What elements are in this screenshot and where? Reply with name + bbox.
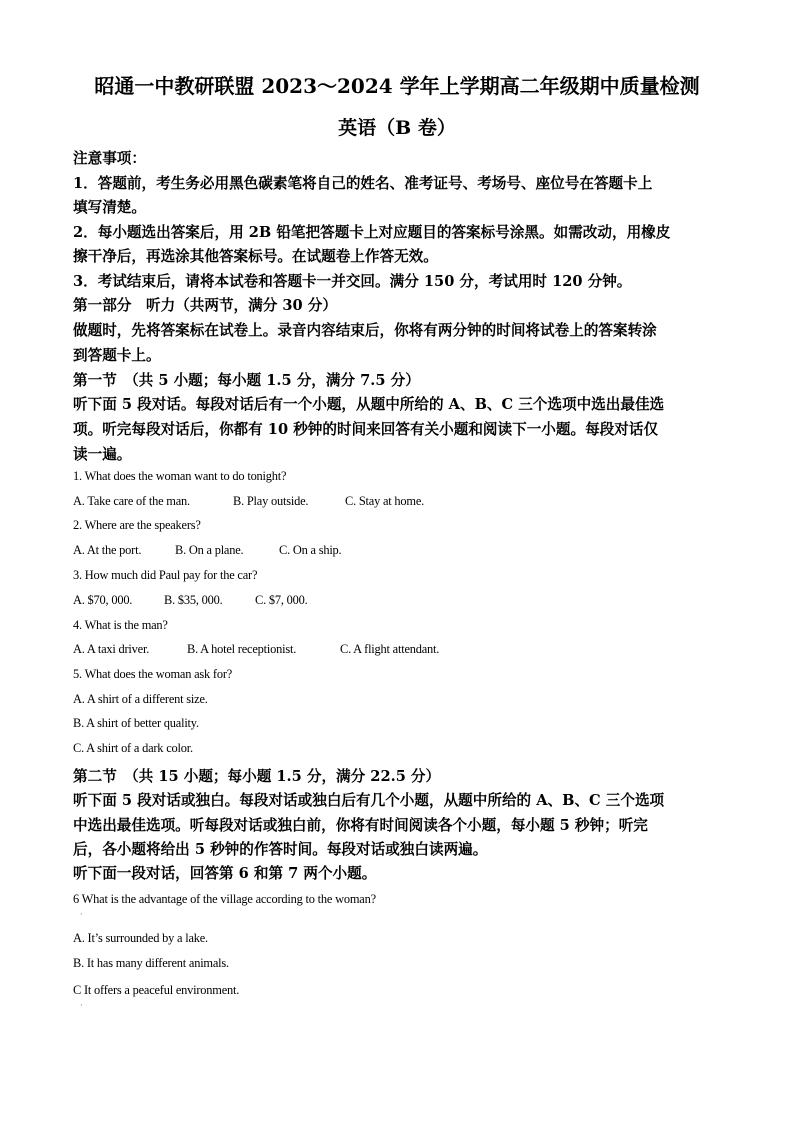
option-c: C. A flight attendant. [340,642,440,656]
part1-heading: 第一部分 听力（共两节，满分 30 分） [73,297,337,314]
option-a: A. Take care of the man. [73,494,190,508]
question-4-options [73,642,439,657]
question-5-option-c: C. A shirt of a dark color. [73,741,193,755]
notice-item-3: 3．考试结束后，请将本试卷和答题卡一并交回。满分 150 分，考试用时 120 分钟。 [73,273,632,290]
question-1: 1. What does the woman want to do tonight? [73,469,287,483]
notice-item-1-line-2: 填写清楚。 [73,199,146,216]
stray-mark: · [80,1001,83,1010]
option-c: C. Stay at home. [345,494,425,508]
notice-item-2-line-2: 擦干净后，再选涂其他答案标号。在试题卷上作答无效。 [73,248,438,265]
notice-item-2-line-1: 2．每小题选出答案后，用 2B 铅笔把答题卡上对应题目的答案标号涂黑。如需改动，用橡皮 [73,224,671,241]
part1-intro-line-1: 做题时，先将答案标在试卷上。录音内容结束后，你将有两分钟的时间将试卷上的答案转涂 [73,322,657,339]
stray-mark: · [80,910,83,919]
option-c: C. $7, 000. [255,593,308,607]
notice-item-1-line-1: 1．答题前，考生务必用黑色碳素笔将自己的姓名、准考证号、考场号、座位号在答题卡上 [73,175,653,192]
option-a: A. A taxi driver. [73,642,150,656]
section1-instruction-line-2: 项。听完每段对话后，你都有 10 秒钟的时间来回答有关小题和阅读下一小题。每段对话仅 [73,421,659,438]
question-3: 3. How much did Paul pay for the car? [73,568,258,582]
section1-instruction-line-3: 读一遍。 [73,446,132,463]
question-6-option-a: A. It’s surrounded by a lake. [73,931,208,945]
question-6: 6 What is the advantage of the village according to the woman? [73,892,376,906]
question-4: 4. What is the man? [73,618,168,632]
section2-instruction-line-3: 后，各小题将给出 5 秒钟的作答时间。每段对话或独白读两遍。 [73,841,488,858]
notice-heading: 注意事项： [73,150,146,167]
question-5: 5. What does the woman ask for? [73,667,233,681]
section2-heading: 第二节 （共 15 小题；每小题 1.5 分，满分 22.5 分） [73,768,441,785]
question-5-option-b: B. A shirt of better quality. [73,716,199,730]
section1-heading: 第一节 （共 5 小题；每小题 1.5 分，满分 7.5 分） [73,372,420,389]
question-6-option-c: C It offers a peaceful environment. [73,983,240,997]
question-5-option-a: A. A shirt of a different size. [73,692,208,706]
part1-intro-line-2: 到答题卡上。 [73,347,161,364]
exam-subtitle: 英语（B 卷） [338,117,456,139]
section2-instruction-line-4: 听下面一段对话，回答第 6 和第 7 两个小题。 [73,865,377,882]
question-2-options [73,543,341,558]
question-1-options [73,494,424,509]
section2-instruction-line-2: 中选出最佳选项。听每段对话或独白前，你将有时间阅读各个小题，每小题 5 秒钟；听完 [73,817,648,834]
option-a: A. At the port. [73,543,142,557]
option-b: B. $35, 000. [164,593,223,607]
option-a: A. $70, 000. [73,593,133,607]
option-b: B. Play outside. [233,494,309,508]
option-b: B. A hotel receptionist. [187,642,297,656]
question-3-options [73,593,308,608]
question-6-option-b: B. It has many different animals. [73,956,229,970]
option-b: B. On a plane. [175,543,244,557]
section1-instruction-line-1: 听下面 5 段对话。每段对话后有一个小题，从题中所给的 A、B、C 三个选项中选出最佳选 [73,396,665,413]
exam-title: 昭通一中教研联盟 2023～2024 学年上学期高二年级期中质量检测 [94,74,700,98]
section2-instruction-line-1: 听下面 5 段对话或独白。每段对话或独白后有几个小题，从题中所给的 A、B、C 三个选项 [73,792,665,809]
question-2: 2. Where are the speakers? [73,518,201,532]
option-c: C. On a ship. [279,543,342,557]
